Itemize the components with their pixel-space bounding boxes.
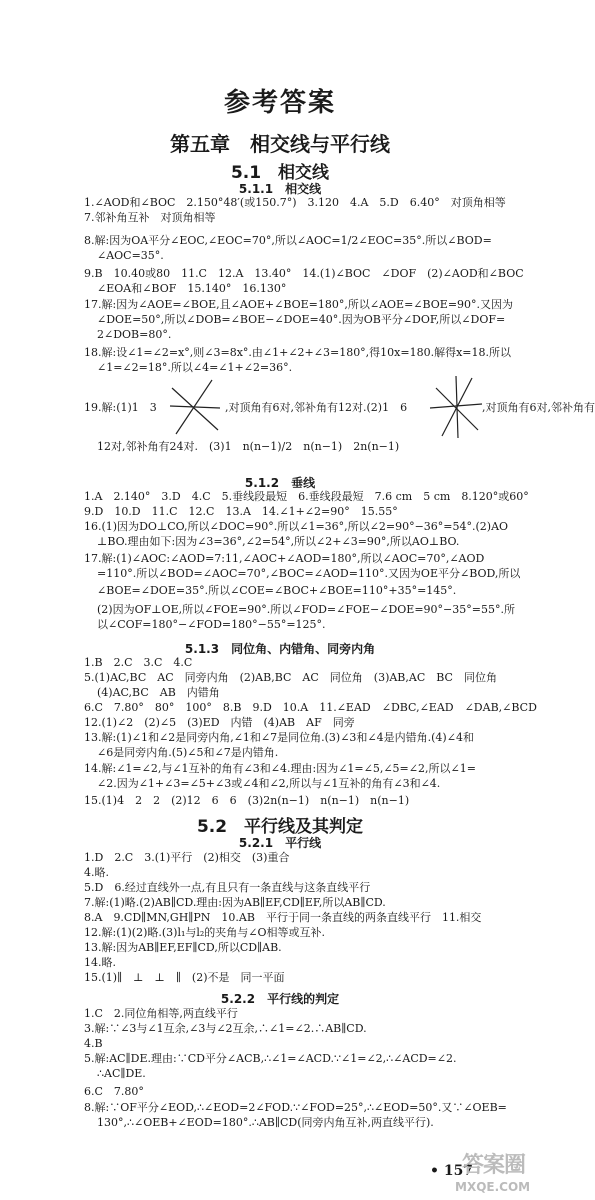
answer-line: ∠DOE=50°,所以∠DOB=∠BOE−∠DOE=40°.因为OB平分∠DOF,所以∠DOF= [97, 313, 506, 326]
answer-line: ,对顶角有6对,邻补角有 [482, 401, 595, 414]
answer-line: 1.C 2.同位角相等,两直线平行 [84, 1007, 238, 1020]
answer-line: ∠BOE=∠DOE=35°.所以∠COE=∠BOC+∠BOE=110°+35°=145°. [97, 584, 457, 597]
answer-line: ,对顶角有6对,邻补角有12对.(2)1 6 [225, 401, 408, 414]
answer-line: 以∠COF=180°−∠FOD=180°−55°=125°. [97, 618, 326, 631]
chapter-heading: 第五章 相交线与平行线 [170, 132, 390, 156]
answer-line: 1.A 2.140° 3.D 4.C 5.垂线段最短 6.垂线段最短 7.6 cm 5 cm 8.120°或60° [84, 490, 529, 503]
subsection-heading-5-1-1: 5.1.1 相交线 [238, 182, 322, 196]
watermark-url: MXQE.COM [455, 1180, 531, 1194]
answer-line: 4.略. [84, 866, 109, 879]
answer-line: 17.解:(1)∠AOC:∠AOD=7:11,∠AOC+∠AOD=180°,所以∠AOC=70°,∠AOD [84, 552, 485, 565]
answer-line: 14.解:∠1=∠2,与∠1互补的角有∠3和∠4.理由:因为∠1=∠5,∠5=∠2,所以∠1= [84, 762, 476, 775]
four-lines-figure [428, 374, 484, 440]
answer-line: 5.(1)AC,BC AC 同旁内角 (2)AB,BC AC 同位角 (3)AB,AC BC 同位角 [84, 671, 497, 684]
answer-line: 3.解:∵∠3与∠1互余,∠3与∠2互余,∴∠1=∠2.∴AB∥CD. [84, 1022, 367, 1035]
answer-line: 15.(1)∥ ⊥ ⊥ ∥ (2)不是 同一平面 [84, 971, 285, 984]
answer-line: 7.邻补角互补 对顶角相等 [84, 211, 216, 224]
answer-line: =110°.所以∠BOD=∠AOC=70°,∠BOC=∠AOD=110°.又因为OE平分∠BOD,所以 [97, 567, 521, 580]
page-title: 参考答案 [223, 88, 336, 118]
answer-line: 1.B 2.C 3.C 4.C [84, 656, 193, 669]
answer-line: 1.∠AOD和∠BOC 2.150°48′(或150.7°) 3.120 4.A 5.D 6.40° 对顶角相等 [84, 196, 506, 209]
answer-line: 19.解:(1)1 3 [84, 401, 157, 414]
watermark-logo: 答案圈 [462, 1153, 526, 1178]
answer-line: 14.略. [84, 956, 116, 969]
three-lines-figure [168, 376, 222, 438]
section-heading-5-2: 5.2 平行线及其判定 [196, 817, 364, 837]
answer-line: 12.(1)∠2 (2)∠5 (3)ED 内错 (4)AB AF 同旁 [84, 716, 355, 729]
answer-line: 7.解:(1)略.(2)AB∥CD.理由:因为AB∥EF,CD∥EF,所以AB∥CD. [84, 896, 386, 909]
answer-line: 9.B 10.40或80 11.C 12.A 13.40° 14.(1)∠BOC ∠DOF (2)∠AOD和∠BOC [84, 267, 524, 280]
answer-line: 16.(1)因为DO⊥CO,所以∠DOC=90°.所以∠1=36°,所以∠2=90°−36°=54°.(2)AO [84, 520, 509, 533]
answer-line: ∠AOC=35°. [97, 249, 164, 262]
answer-line: ∴AC∥DE. [97, 1067, 146, 1080]
answer-line: 4.B [84, 1037, 103, 1050]
answer-line: 12对,邻补角有24对. (3)1 n(n−1)/2 n(n−1) 2n(n−1) [97, 440, 400, 453]
answer-line: 13.解:(1)∠1和∠2是同旁内角,∠1和∠7是同位角.(3)∠3和∠4是内错角.(4)∠4和 [84, 731, 474, 744]
answer-line: ∠2.因为∠1+∠3=∠5+∠3或∠4和∠2,所以与∠1互补的角有∠3和∠4. [97, 777, 441, 790]
answer-line: 12.解:(1)(2)略.(3)l₁与l₂的夹角与∠O相等或互补. [84, 926, 326, 939]
answer-line: 6.C 7.80° 80° 100° 8.B 9.D 10.A 11.∠EAD ∠DBC,∠EAD ∠DAB,∠BCD [84, 701, 537, 714]
answer-line: ∠6是同旁内角.(5)∠5和∠7是内错角. [97, 746, 279, 759]
answer-line: 9.D 10.D 11.C 12.C 13.A 14.∠1+∠2=90° 15.55° [84, 505, 398, 518]
answer-line: (2)因为OF⊥OE,所以∠FOE=90°.所以∠FOD=∠FOE−∠DOE=90°−35°=55°.所 [97, 603, 515, 616]
subsection-heading-5-1-2: 5.1.2 垂线 [244, 476, 316, 490]
answer-line: 8.A 9.CD∥MN,GH∥PN 10.AB 平行于同一条直线的两条直线平行 11.相交 [84, 911, 482, 924]
answer-line: 5.D 6.经过直线外一点,有且只有一条直线与这条直线平行 [84, 881, 371, 894]
answer-line: ∠EOA和∠BOF 15.140° 16.130° [97, 282, 287, 295]
answer-line: 1.D 2.C 3.(1)平行 (2)相交 (3)重合 [84, 851, 290, 864]
subsection-heading-5-1-3: 5.1.3 同位角、内错角、同旁内角 [184, 642, 376, 656]
subsection-heading-5-2-1: 5.2.1 平行线 [238, 836, 322, 850]
section-heading-5-1: 5.1 相交线 [230, 163, 330, 183]
answer-line: 13.解:因为AB∥EF,EF∥CD,所以CD∥AB. [84, 941, 282, 954]
subsection-heading-5-2-2: 5.2.2 平行线的判定 [220, 992, 340, 1006]
answer-line: 18.解:设∠1=∠2=x°,则∠3=8x°.由∠1+∠2+∠3=180°,得10x=180.解得x=18.所以 [84, 346, 512, 359]
answer-line: 130°,∴∠OEB+∠EOD=180°.∴AB∥CD(同旁内角互补,两直线平行). [97, 1116, 434, 1129]
answer-line: 6.C 7.80° [84, 1085, 144, 1098]
answer-line: ⊥BO.理由如下:因为∠3=36°,∠2=54°,所以∠2+∠3=90°,所以AO⊥BO. [97, 535, 460, 548]
answer-line: 5.解:AC∥DE.理由:∵CD平分∠ACB,∴∠1=∠ACD.∵∠1=∠2,∴∠ACD=∠2. [84, 1052, 457, 1065]
answer-line: 2∠DOB=80°. [97, 328, 172, 341]
answer-line: 8.解:因为OA平分∠EOC,∠EOC=70°,所以∠AOC=1/2∠EOC=35°.所以∠BOD= [84, 234, 492, 247]
answer-line: ∠1=∠2=18°.所以∠4=∠1+∠2=36°. [97, 361, 293, 374]
answer-line: 8.解:∵OF平分∠EOD,∴∠EOD=2∠FOD.∵∠FOD=25°,∴∠EOD=50°.又∵∠OEB= [84, 1101, 507, 1114]
page-number: • 157 [430, 1163, 474, 1179]
answer-line: (4)AC,BC AB 内错角 [97, 686, 220, 699]
answer-line: 15.(1)4 2 2 (2)12 6 6 (3)2n(n−1) n(n−1) n(n−1) [84, 794, 410, 807]
answer-line: 17.解:因为∠AOE=∠BOE,且∠AOE+∠BOE=180°,所以∠AOE=∠BOE=90°.又因为 [84, 298, 514, 311]
